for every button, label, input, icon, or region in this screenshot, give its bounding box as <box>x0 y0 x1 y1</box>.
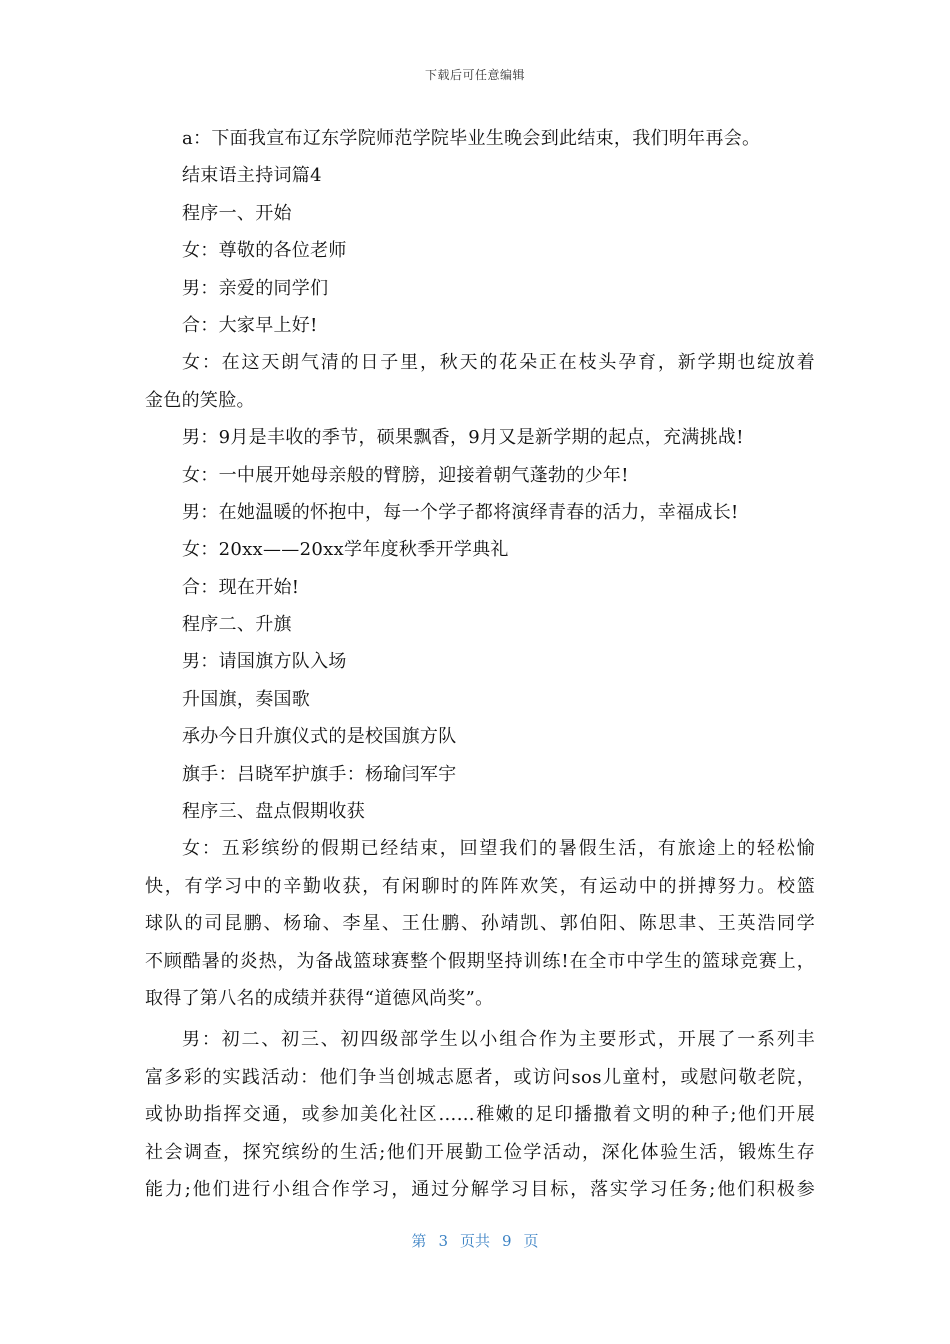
text-line: 程序一、开始 <box>182 202 292 224</box>
text-line: 男：在她温暖的怀抱中，每一个学子都将演绎青春的活力，幸福成长! <box>182 501 739 523</box>
text-line: 女：一中展开她母亲般的臂膀，迎接着朝气蓬勃的少年! <box>182 464 629 486</box>
text-line: 男：亲爱的同学们 <box>182 277 329 299</box>
document-body <box>145 120 815 1208</box>
text-line: 承办今日升旗仪式的是校国旗方队 <box>182 726 457 748</box>
text-line: 不顾酷暑的炎热，为备战篮球赛整个假期坚持训练!在全市中学生的篮球竞赛上， <box>145 950 815 972</box>
text-line: 取得了第八名的成绩并获得“道德风尚奖”。 <box>145 987 494 1009</box>
text-line: a：下面我宣布辽东学院师范学院毕业生晚会到此结束，我们明年再会。 <box>182 128 761 149</box>
text-line: 或协助指挥交通，或参加美化社区……稚嫩的足印播撒着文明的种子;他们开展 <box>145 1104 815 1126</box>
text-line: 球队的司昆鹏、杨瑜、李星、王仕鹏、孙靖凯、郭伯阳、陈思聿、王英浩同学 <box>145 913 815 935</box>
page-footer <box>0 1230 950 1251</box>
footer-prefix: 第 <box>411 1232 427 1250</box>
text-line: 程序三、盘点假期收获 <box>182 801 365 823</box>
text-line: 女：五彩缤纷的假期已经结束，回望我们的暑假生活，有旅途上的轻松愉 <box>182 838 815 860</box>
text-line: 合：现在开始! <box>182 576 300 598</box>
text-line: 男：9月是丰收的季节，硕果飘香，9月又是新学期的起点，充满挑战! <box>182 427 744 449</box>
text-line: 男：初二、初三、初四级部学生以小组合作为主要形式，开展了一系列丰 <box>182 1029 815 1051</box>
text-line: 升国旗，奏国歌 <box>182 688 311 710</box>
text-line: 女：20xx——20xx学年度秋季开学典礼 <box>182 539 509 561</box>
text-line: 旗手：吕晓军护旗手：杨瑜闫军宇 <box>182 763 457 785</box>
page-header: 下载后可任意编辑 <box>424 68 525 82</box>
text-line: 男：请国旗方队入场 <box>182 651 347 673</box>
text-line: 合：大家早上好! <box>182 314 318 336</box>
text-line: 女：尊敬的各位老师 <box>182 240 347 262</box>
text-line: 程序二、升旗 <box>182 614 292 636</box>
footer-middle: 页共 <box>459 1232 490 1250</box>
text-line: 女：在这天朗气清的日子里，秋天的花朵正在枝头孕育，新学期也绽放着 <box>182 352 815 374</box>
footer-total-pages: 9 <box>502 1232 512 1250</box>
text-line: 结束语主持词篇4 <box>182 165 322 187</box>
footer-suffix: 页 <box>523 1232 539 1250</box>
text-line: 能力;他们进行小组合作学习，通过分解学习目标，落实学习任务;他们积极参 <box>145 1178 815 1200</box>
text-line: 社会调查，探究缤纷的生活;他们开展勤工俭学活动，深化体验生活，锻炼生存 <box>145 1141 815 1163</box>
text-line: 金色的笑脸。 <box>145 389 255 411</box>
text-line: 快，有学习中的辛勤收获，有闲聊时的阵阵欢笑，有运动中的拼搏努力。校篮 <box>145 875 815 897</box>
text-line: 富多彩的实践活动：他们争当创城志愿者，或访问sos儿童村，或慰问敬老院， <box>145 1066 815 1088</box>
footer-current-page: 3 <box>438 1232 448 1250</box>
